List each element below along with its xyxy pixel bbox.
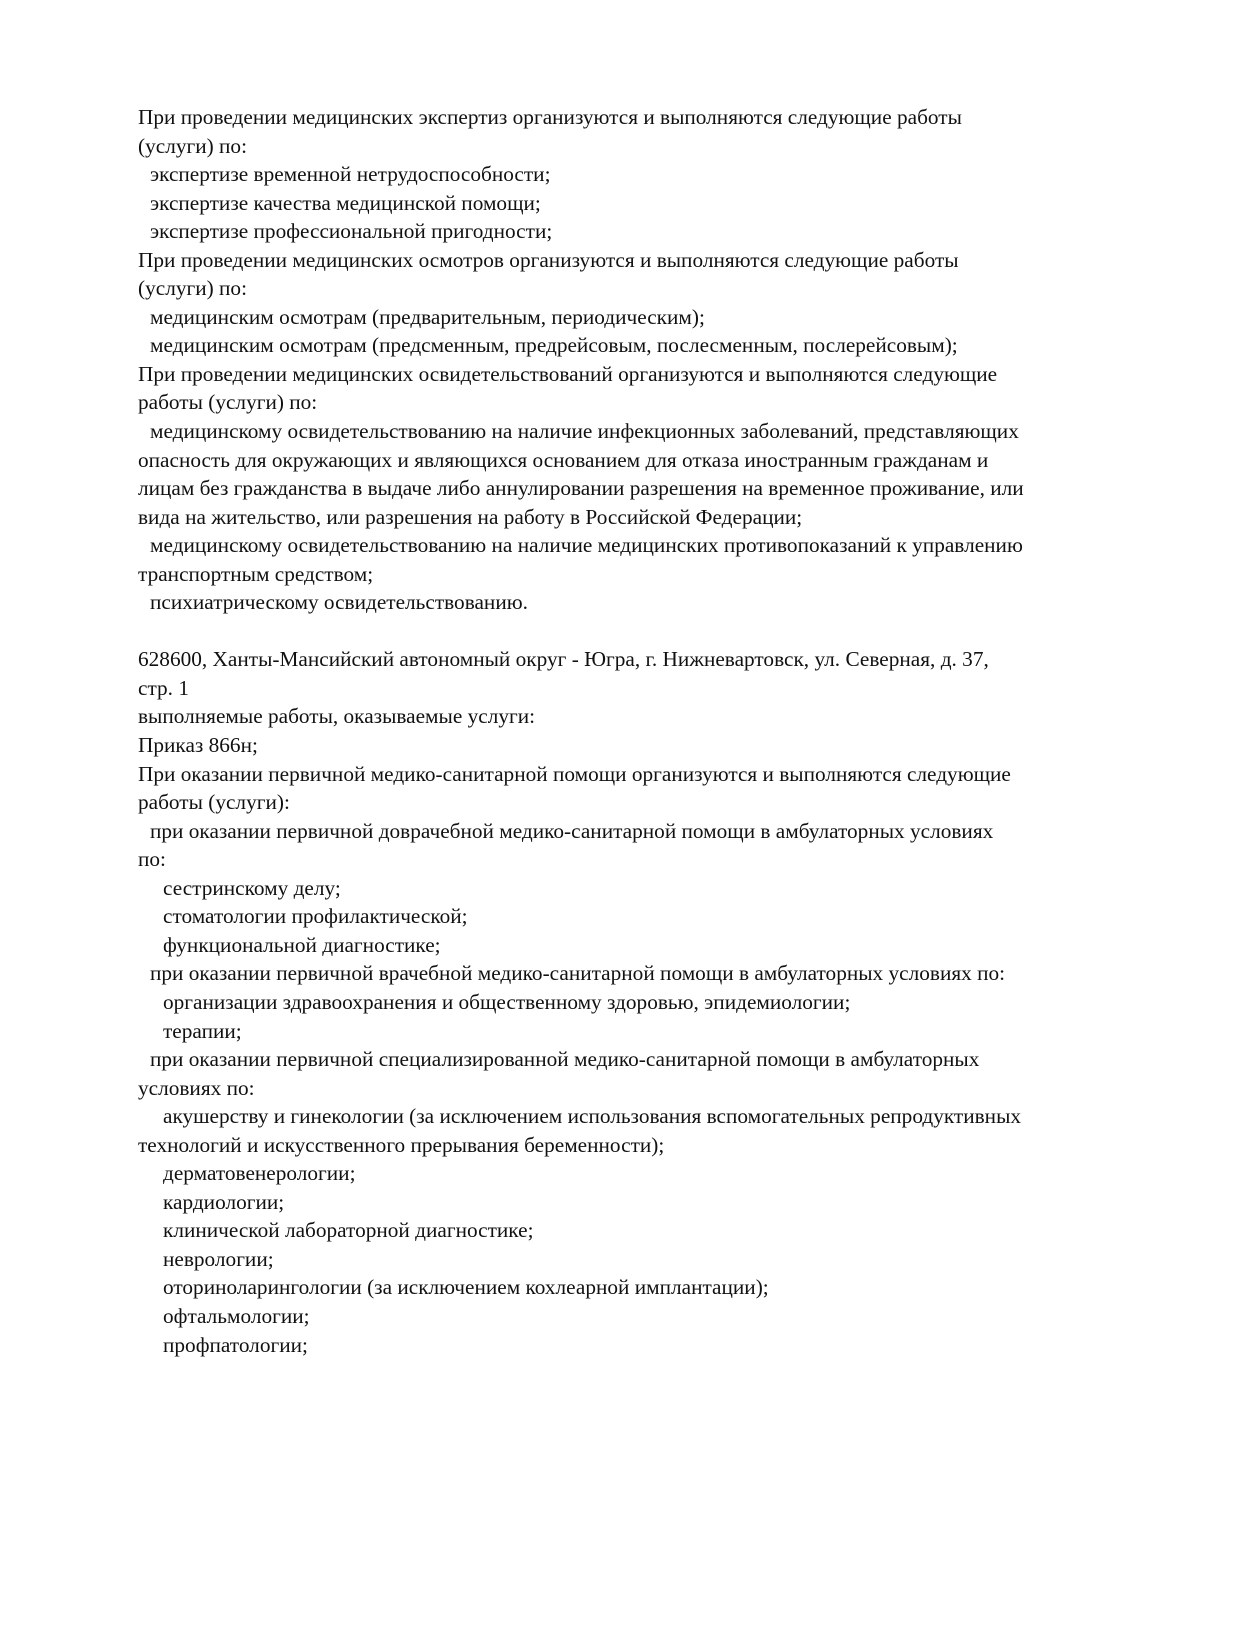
paragraph xyxy=(138,645,1128,702)
paragraph xyxy=(138,760,1128,817)
text-line: вида на жительство, или разрешения на работу в Российской Федерации; xyxy=(138,504,803,529)
document-section xyxy=(138,103,1128,617)
list-item xyxy=(138,417,1128,531)
text-line: условиях по: xyxy=(138,1075,255,1100)
text-line: медицинскому освидетельствованию на наличие медицинских противопоказаний к управлению xyxy=(150,533,1023,558)
list-item xyxy=(138,1045,1128,1102)
list-item xyxy=(138,1188,1128,1217)
text-line: медицинским осмотрам (предварительным, периодическим); xyxy=(150,304,705,329)
document-page xyxy=(138,103,1128,1359)
list-item xyxy=(138,531,1128,588)
text-line: клинической лабораторной диагностике; xyxy=(163,1218,534,1243)
list-item xyxy=(138,1273,1128,1302)
list-item xyxy=(138,817,1128,874)
paragraph xyxy=(138,702,1128,731)
text-line: акушерству и гинекологии (за исключением использования вспомогательных репродуктивных xyxy=(163,1104,1022,1129)
paragraph xyxy=(138,731,1128,760)
paragraph xyxy=(138,103,1128,160)
text-line: 628600, Ханты-Мансийский автономный округ - Югра, г. Нижневартовск, ул. Северная, д. 37, xyxy=(138,647,989,672)
text-line: выполняемые работы, оказываемые услуги: xyxy=(138,704,536,729)
list-item xyxy=(138,1216,1128,1245)
text-line: по: xyxy=(138,847,166,872)
list-item xyxy=(138,331,1128,360)
list-item xyxy=(138,1159,1128,1188)
list-item xyxy=(138,874,1128,903)
text-line: Приказ 866н; xyxy=(138,733,258,758)
text-line: организации здравоохранения и общественному здоровью, эпидемиологии; xyxy=(163,989,851,1014)
text-line: профпатологии; xyxy=(163,1332,308,1357)
text-line: (услуги) по: xyxy=(138,276,247,301)
text-line: медицинскому освидетельствованию на наличие инфекционных заболеваний, представляющих xyxy=(150,419,1019,444)
text-line: технологий и искусственного прерывания беременности); xyxy=(138,1132,665,1157)
text-line: неврологии; xyxy=(163,1246,274,1271)
list-item xyxy=(138,959,1128,988)
document-section xyxy=(138,645,1128,1359)
list-item xyxy=(138,902,1128,931)
list-item xyxy=(138,1302,1128,1331)
list-item xyxy=(138,1331,1128,1360)
list-item xyxy=(138,988,1128,1017)
text-line: работы (услуги) по: xyxy=(138,390,318,415)
text-line: офтальмологии; xyxy=(163,1303,310,1328)
text-line: дерматовенерологии; xyxy=(163,1161,356,1186)
paragraph xyxy=(138,246,1128,303)
text-line: экспертизе качества медицинской помощи; xyxy=(150,190,541,215)
text-line: сестринскому делу; xyxy=(163,875,341,900)
list-item xyxy=(138,1017,1128,1046)
text-line: опасность для окружающих и являющихся основанием для отказа иностранным гражданам и xyxy=(138,447,989,472)
text-line: при оказании первичной специализированной медико-санитарной помощи в амбулаторных xyxy=(150,1047,980,1072)
list-item xyxy=(138,303,1128,332)
text-line: психиатрическому освидетельствованию. xyxy=(150,590,528,615)
list-item xyxy=(138,189,1128,218)
text-line: оториноларингологии (за исключением кохлеарной имплантации); xyxy=(163,1275,769,1300)
text-line: терапии; xyxy=(163,1018,242,1043)
text-line: При проведении медицинских освидетельствований организуются и выполняются следующие xyxy=(138,361,998,386)
text-line: При оказании первичной медико-санитарной помощи организуются и выполняются следующие xyxy=(138,761,1011,786)
text-line: экспертизе временной нетрудоспособности; xyxy=(150,162,551,187)
text-line: транспортным средством; xyxy=(138,561,374,586)
list-item xyxy=(138,217,1128,246)
text-line: при оказании первичной доврачебной медико-санитарной помощи в амбулаторных условиях xyxy=(150,818,994,843)
text-line: При проведении медицинских осмотров организуются и выполняются следующие работы xyxy=(138,247,959,272)
list-item xyxy=(138,1102,1128,1159)
text-line: При проведении медицинских экспертиз организуются и выполняются следующие работы xyxy=(138,105,962,129)
text-line: (услуги) по: xyxy=(138,133,247,158)
text-line: экспертизе профессиональной пригодности; xyxy=(150,219,553,244)
list-item xyxy=(138,1245,1128,1274)
list-item xyxy=(138,588,1128,617)
list-item xyxy=(138,931,1128,960)
text-line: работы (услуги): xyxy=(138,790,290,815)
text-line: лицам без гражданства в выдаче либо аннулировании разрешения на временное проживание, или xyxy=(138,476,1024,501)
text-line: медицинским осмотрам (предсменным, предрейсовым, послесменным, послерейсовым); xyxy=(150,333,958,358)
text-line: стр. 1 xyxy=(138,675,189,700)
text-line: при оказании первичной врачебной медико-санитарной помощи в амбулаторных условиях по: xyxy=(150,961,1006,986)
list-item xyxy=(138,160,1128,189)
text-line: функциональной диагностике; xyxy=(163,932,441,957)
paragraph xyxy=(138,360,1128,417)
text-line: стоматологии профилактической; xyxy=(163,904,468,929)
section-spacer xyxy=(138,617,1128,646)
text-line: кардиологии; xyxy=(163,1189,285,1214)
